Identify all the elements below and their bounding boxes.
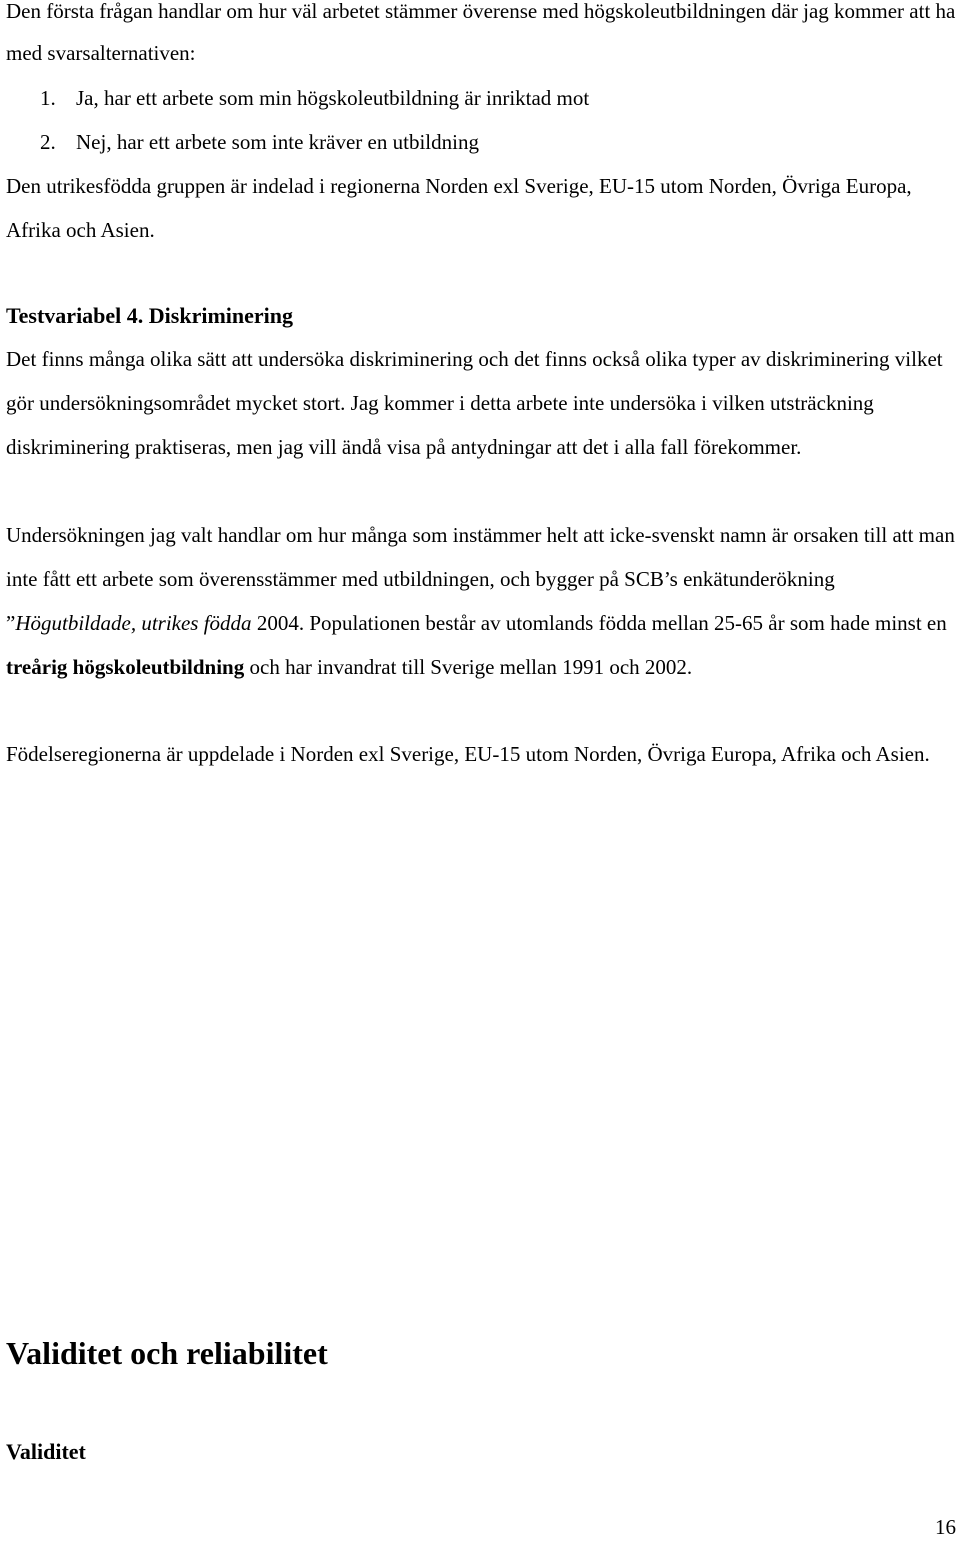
survey-paragraph (6, 513, 958, 689)
list-item (40, 76, 940, 120)
survey-title-italic: Högutbildade, utrikes födda (15, 611, 252, 635)
survey-text-part2: 2004. Populationen består av utomlands födda mellan 25-65 år som hade minst en (251, 611, 947, 635)
list-item-text: Nej, har ett arbete som inte kräver en utbildning (76, 130, 479, 154)
survey-text-part1: Undersökningen jag valt handlar om hur många som instämmer helt att icke-svenskt namn är orsaken till att man inte fått ett arbete som överensstämmer med utbildningen, och bygger på SCB’s enkätunderökning ” (6, 523, 955, 635)
intro-paragraph: Den första frågan handlar om hur väl arbetet stämmer överense med högskoleutbildningen där jag kommer att ha med svarsalternativen: (6, 0, 956, 65)
list-item (40, 120, 940, 164)
survey-text-part3: och har invandrat till Sverige mellan 1991 och 2002. (244, 655, 693, 679)
list-number: 2. (40, 130, 56, 154)
test-variable-heading: Testvariabel 4. Diskriminering (6, 303, 294, 328)
discrimination-paragraph: Det finns många olika sätt att undersöka diskriminering och det finns också olika typer av diskriminering vilket gör undersökningsområdet mycket stort. Jag kommer i detta arbete inte undersöka i vilken utsträckning diskriminering praktiseras, men jag vill ändå visa på antydningar att det i alla fall förekommer. (6, 347, 943, 459)
list-number: 1. (40, 86, 56, 110)
page-number: 16 (935, 1515, 956, 1539)
list-item-text: Ja, har ett arbete som min högskoleutbildning är inriktad mot (76, 86, 590, 110)
answer-options-list (40, 76, 940, 164)
survey-bold-phrase: treårig högskoleutbildning (6, 655, 245, 679)
section-heading: Validitet och reliabilitet (6, 1335, 328, 1371)
birth-regions-paragraph: Födelseregionerna är uppdelade i Norden exl Sverige, EU-15 utom Norden, Övriga Europa, Afrika och Asien. (6, 742, 930, 766)
subsection-heading: Validitet (6, 1439, 86, 1464)
regions-paragraph: Den utrikesfödda gruppen är indelad i regionerna Norden exl Sverige, EU-15 utom Norden, Övriga Europa, Afrika och Asien. (6, 174, 912, 242)
